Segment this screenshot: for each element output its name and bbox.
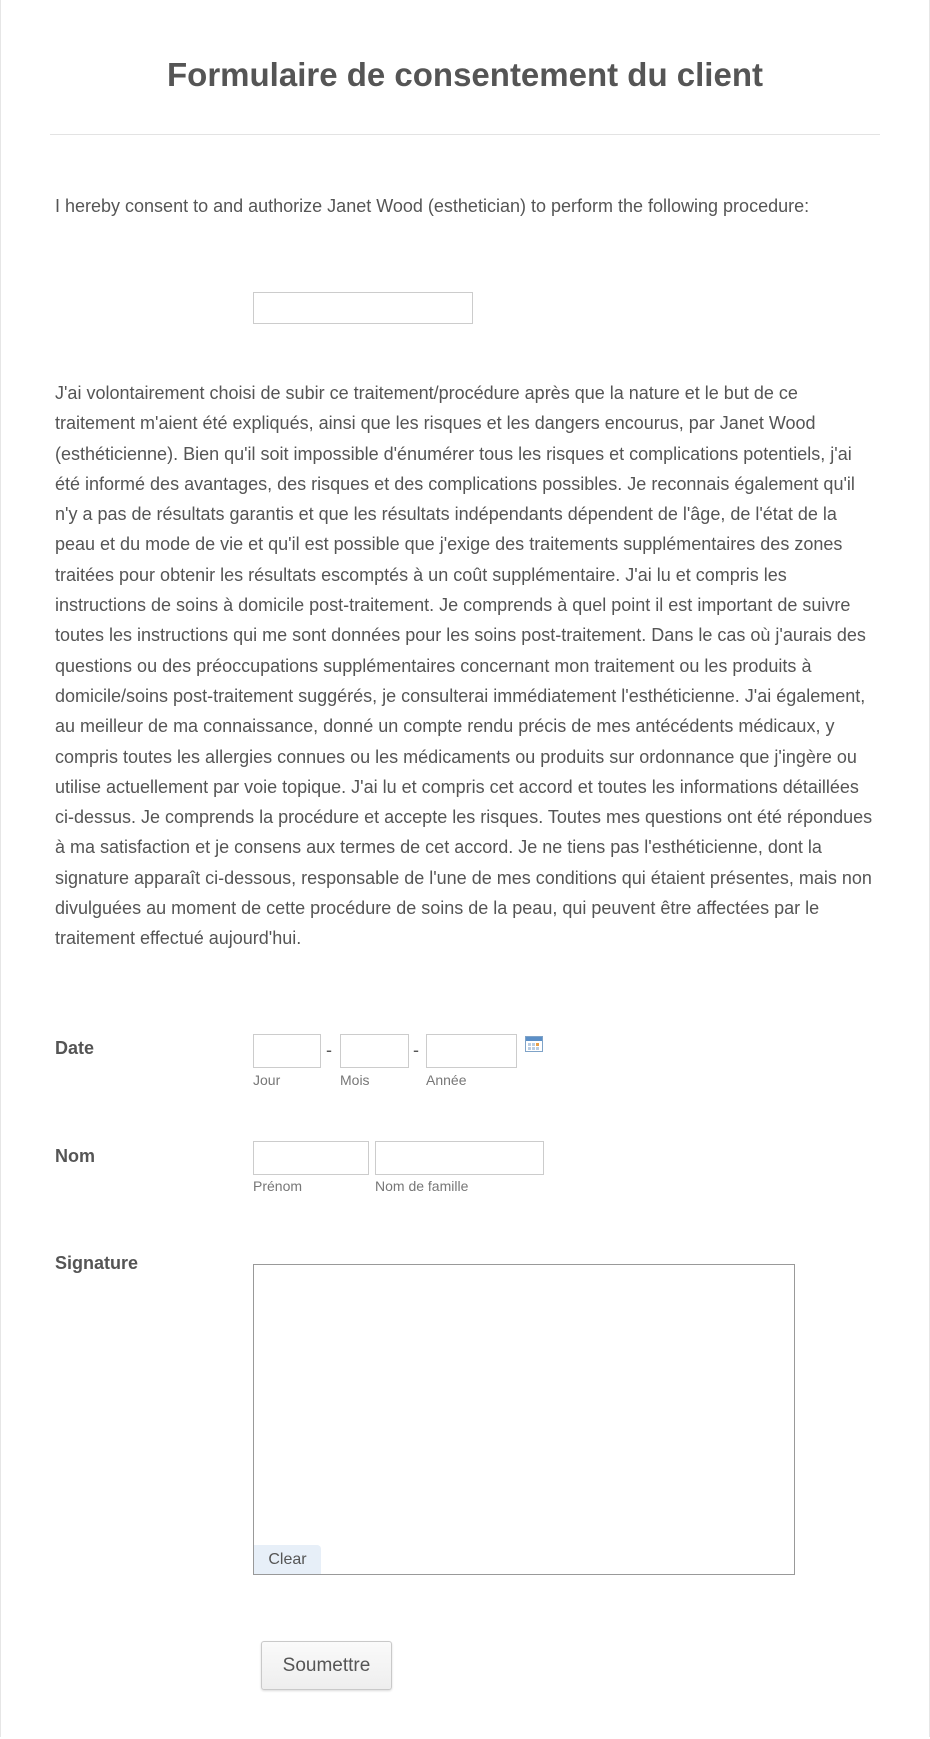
date-separator: - bbox=[413, 1040, 419, 1060]
signature-pad[interactable] bbox=[253, 1264, 795, 1575]
consent-text: J'ai volontairement choisi de subir ce traitement/procédure après que la nature et le but de ce traitement m'aient été expliqués, ainsi que les risques et les dangers encourus, par Janet Wood (esthéticienne). Bien qu'il soit impossible d'énumérer tous les risques et complications potentiels, j'ai été informé des avantages, des risques et des complications possibles. Je reconnais également qu'il n'y a pas de résultats garantis et que les résultats indépendants dépendent de l'âge, de l'état de la peau et du mode de vie et qu'il est possible que j'exige des traitements supplémentaires des zones traitées pour obtenir les résultats escomptés à un coût supplémentaire. J'ai lu et compris les instructions de soins à domicile post-traitement. Je comprends à quel point il est important de suivre toutes les instructions qui me sont données pour les soins post-traitement. Dans le cas où j'aurais des questions ou des préoccupations supplémentaires concernant mon traitement ou les produits à domicile/soins post-traitement suggérés, je consulterai immédiatement l'esthéticienne. J'ai également, au meilleur de ma connaissance, donné un compte rendu précis de mes antécédents médicaux, y compris toutes les allergies connues ou les médicaments ou produits sur ordonnance que j'ingère ou utilise actuellement par voie topique. J'ai lu et compris cet accord et toutes les informations détaillées ci-dessus. Je comprends la procédure et accepte les risques. Toutes mes questions ont été répondues à ma satisfaction et je consens aux termes de cet accord. Je ne tiens pas l'esthéticienne, dont la signature apparaît ci-dessous, responsable de l'une de mes conditions qui étaient présentes, mais non divulguées au moment de cette procédure de soins de la peau, qui peuvent être affectées par le traitement effectué aujourd'hui. bbox=[55, 383, 873, 949]
first-name-input[interactable] bbox=[253, 1141, 369, 1175]
clear-signature-button[interactable]: Clear bbox=[254, 1545, 321, 1574]
last-name-input[interactable] bbox=[375, 1141, 544, 1175]
title-divider bbox=[50, 134, 880, 135]
signature-label: Signature bbox=[55, 1253, 139, 1273]
date-year-input[interactable] bbox=[426, 1034, 517, 1068]
date-month-input[interactable] bbox=[340, 1034, 409, 1068]
date-day-input[interactable] bbox=[253, 1034, 321, 1068]
name-label: Nom bbox=[55, 1146, 95, 1166]
date-year-sublabel: Année bbox=[426, 1072, 467, 1088]
date-day-sublabel: Jour bbox=[253, 1072, 281, 1088]
calendar-icon[interactable] bbox=[525, 1036, 543, 1052]
date-label: Date bbox=[55, 1038, 95, 1058]
submit-button[interactable]: Soumettre bbox=[261, 1641, 392, 1690]
date-separator: - bbox=[326, 1040, 332, 1060]
intro-text: I hereby consent to and authorize Janet Wood (esthetician) to perform the following procedure: bbox=[55, 196, 810, 216]
form-title: Formulaire de consentement du client bbox=[167, 56, 763, 93]
first-name-sublabel: Prénom bbox=[253, 1178, 303, 1194]
date-month-sublabel: Mois bbox=[340, 1072, 370, 1088]
procedure-input[interactable] bbox=[253, 292, 473, 324]
last-name-sublabel: Nom de famille bbox=[375, 1178, 469, 1194]
